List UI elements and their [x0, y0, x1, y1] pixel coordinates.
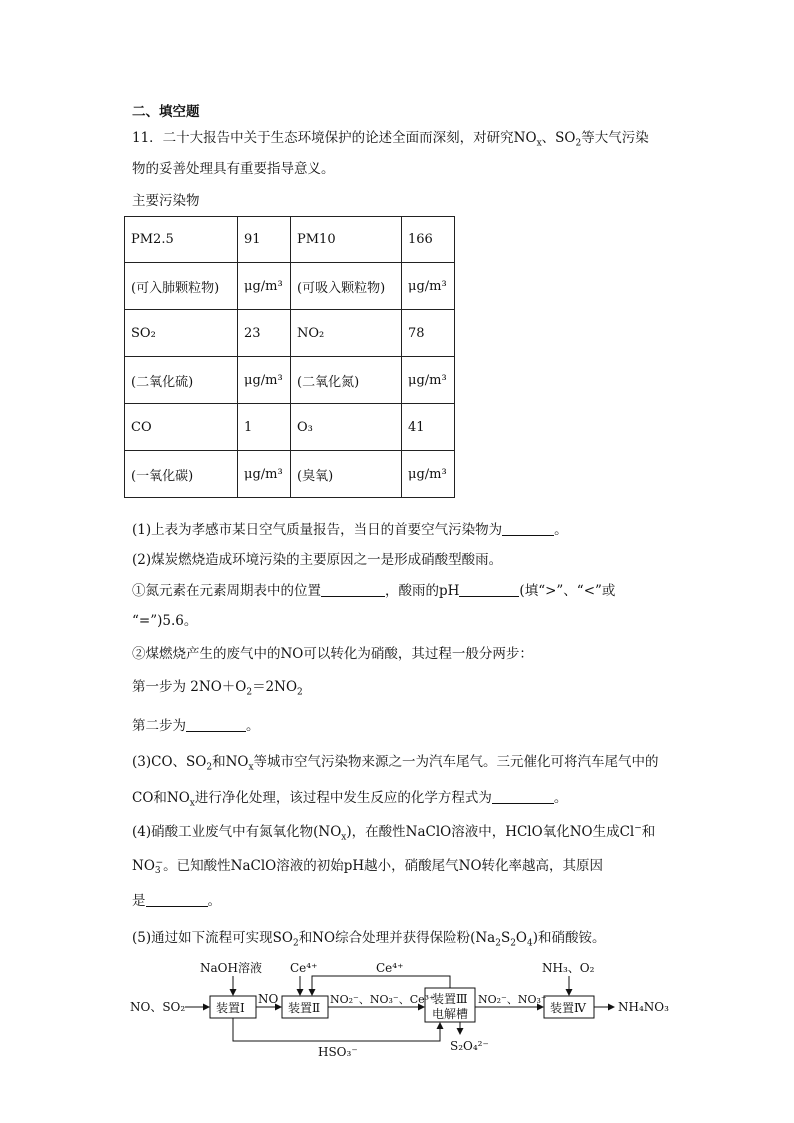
table-cell: μg/m³ [402, 263, 455, 310]
flow-ce4-label-1: Ce⁴⁺ [290, 961, 318, 975]
flow-nh3-o2-label: NH₃、O₂ [542, 961, 595, 975]
section-title: 二、填空题 [132, 104, 200, 120]
table-cell: (可入肺颗粒物) [125, 263, 238, 310]
flow-s2o4-label: S₂O₄²⁻ [450, 1039, 489, 1053]
table-row [125, 310, 455, 357]
table-cell: 91 [238, 217, 291, 263]
table-cell: 23 [238, 310, 291, 357]
table-row [125, 404, 455, 451]
part1-text: (1)上表为孝感市某日空气质量报告，当日的首要空气污染物为 。 [132, 522, 568, 538]
device-2-label: 装置Ⅱ [288, 1001, 321, 1015]
table-cell: 78 [402, 310, 455, 357]
flow-naoh-label: NaOH溶液 [200, 961, 262, 975]
table-caption: 主要污染物 [132, 193, 200, 209]
answer-blank[interactable] [321, 582, 385, 597]
part4-line1: (4)硝酸工业废气中有氮氧化物$(NO_x)$，在酸性NaClO溶液中，HClO氧化NO生成Cl−和 [132, 823, 656, 843]
answer-blank[interactable] [492, 789, 554, 804]
device-3-label: 装置Ⅲ [432, 992, 468, 1006]
device-3-sublabel: 电解槽 [432, 1007, 469, 1021]
table-cell: O₃ [291, 404, 402, 451]
answer-blank[interactable] [186, 717, 246, 732]
table-row [125, 451, 455, 498]
table-cell: (可吸入颗粒物) [291, 263, 402, 310]
table-cell: 1 [238, 404, 291, 451]
part4-line2: $NO_3^-$。已知酸性NaClO溶液的初始pH越小，硝酸尾气NO转化率越高，其原因 [132, 857, 604, 876]
part2b-text: ②煤燃烧产生的废气中的NO可以转化为硝酸，其过程一般分两步： [132, 646, 533, 662]
process-flow-diagram [130, 958, 670, 1060]
table-row [125, 263, 455, 310]
table-row [125, 357, 455, 404]
flow-output-label: NH₄NO₃ [618, 1000, 669, 1014]
step1-equation: 第一步为 $2NO+O_2=2NO_2$ [132, 679, 303, 698]
flow-right-label: NO₂⁻、NO₃⁻ [478, 993, 547, 1006]
answer-blank[interactable] [146, 892, 208, 907]
question-intro-line1: 11．二十大报告中关于生态环境保护的论述全面而深刻，对研究$NO_x$、$SO_2$等大气污染 [132, 130, 649, 149]
answer-blank[interactable] [459, 582, 519, 597]
table-cell: μg/m³ [238, 451, 291, 498]
table-cell: PM2.5 [125, 217, 238, 263]
table-cell: μg/m³ [238, 263, 291, 310]
step2-text: 第二步为 。 [132, 718, 260, 734]
part2-text: (2)煤炭燃烧造成环境污染的主要原因之一是形成硝酸型酸雨。 [132, 552, 503, 568]
part4-line3: 是 。 [132, 893, 221, 909]
part3-line1: (3)CO、$SO_2$和$NO_x$等城市空气污染物来源之一为汽车尾气。三元催化可将汽车尾气中的 [132, 754, 659, 773]
table-cell: 41 [402, 404, 455, 451]
table-cell: NO₂ [291, 310, 402, 357]
flow-no-label: NO [258, 992, 279, 1006]
flow-ce4-label-2: Ce⁴⁺ [376, 961, 404, 975]
part2a-text-cont: “=”)5.6。 [132, 613, 198, 629]
table-cell: CO [125, 404, 238, 451]
table-cell: 166 [402, 217, 455, 263]
device-4-label: 装置Ⅳ [550, 1001, 586, 1015]
table-row [125, 217, 455, 263]
part3-line2: CO和$NO_x$进行净化处理，该过程中发生反应的化学方程式为 。 [132, 790, 568, 809]
part5-text: (5)通过如下流程可实现$SO_2$和NO综合处理并获得保险粉$(Na_2S_2O_4)$和硝酸铵。 [132, 930, 606, 949]
table-cell: (一氧化碳) [125, 451, 238, 498]
pollutant-table [124, 216, 455, 498]
table-cell: (臭氧) [291, 451, 402, 498]
table-cell: μg/m³ [402, 357, 455, 404]
flow-hso3-label: HSO₃⁻ [318, 1045, 358, 1059]
answer-blank[interactable] [502, 521, 554, 536]
table-cell: (二氧化硫) [125, 357, 238, 404]
table-cell: SO₂ [125, 310, 238, 357]
part2a-text: ①氮元素在元素周期表中的位置 ，酸雨的pH (填“>”、“<”或 [132, 583, 616, 599]
question-intro-line2: 物的妥善处理具有重要指导意义。 [132, 161, 335, 177]
device-1-label: 装置Ⅰ [216, 1001, 245, 1015]
table-cell: μg/m³ [238, 357, 291, 404]
flow-mid-label: NO₂⁻、NO₃⁻、Ce³⁺ [330, 993, 435, 1006]
table-cell: μg/m³ [402, 451, 455, 498]
table-cell: PM10 [291, 217, 402, 263]
table-cell: (二氧化氮) [291, 357, 402, 404]
flow-input-label: NO、SO₂ [130, 1000, 186, 1014]
